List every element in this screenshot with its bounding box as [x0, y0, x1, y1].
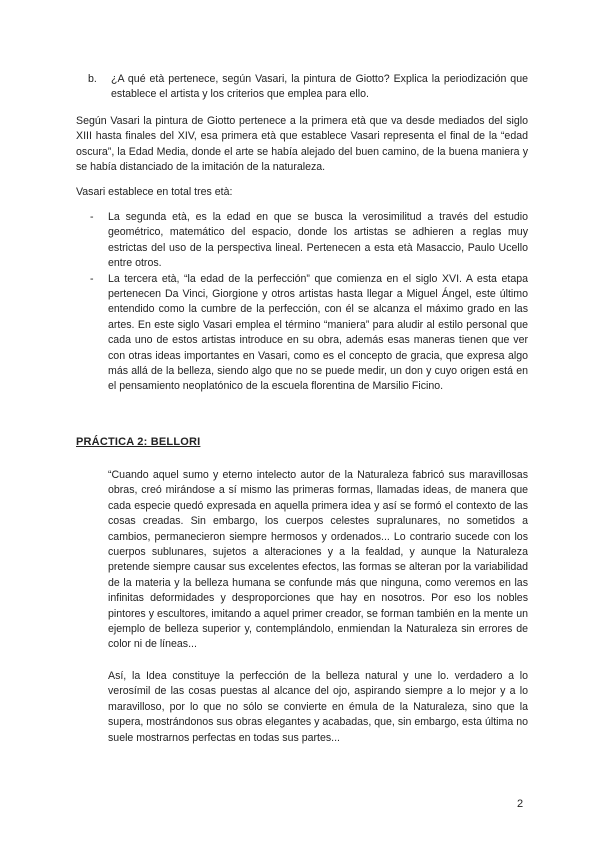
page-number: 2: [517, 798, 524, 810]
section-heading: PRÁCTICA 2: BELLORI: [76, 436, 201, 448]
periods-list: [88, 210, 528, 395]
list-item-text: La segunda età, es la edad en que se busca la verosimilitud a través del estudio geométrico, matemático del espacio, donde los artistas se adhieren a reglas muy estrictas del uso de la perspectiva lineal. Pertenecen a esta età Masaccio, Paulo Ucello entre otros.: [108, 211, 528, 270]
question-b: [88, 72, 528, 103]
list-item-text: La tercera età, “la edad de la perfección” que comienza en el siglo XVI. A esta etapa pertenecen Da Vinci, Giorgione y otros artistas hasta llegar a Miguel Ángel, este último entendido como la cumbre de la perfección, con él se alcanza el máximo grado en las artes. En este siglo Vasari emplea el término “maniera” para aludir al estilo personal que cada uno de estos artistas introduce en su obra, además esas maneras tienen que ver con otras ideas importantes en Vasari, como es el concepto de gracia, que expresa algo más allá de la belleza, siendo algo que no se puede medir, un don y cuyo origen está en el pensamiento neoplatónico de la escuela florentina de Marsilio Ficino.: [108, 272, 528, 393]
answer-paragraph: Según Vasari la pintura de Giotto pertenece a la primera età que va desde mediados del siglo XIII hasta finales del XIV, esa primera età que establece Vasari representa el final de la “edad oscura”, la Edad Media, donde el arte se había alejado del buen camino, de la buena maniera y se había distanciado de la imitación de la naturaleza.: [76, 115, 528, 174]
bullet-marker: -: [90, 272, 94, 285]
bellori-quote-1: “Cuando aquel sumo y eterno intelecto autor de la Naturaleza fabricó sus maravillosas obras, creó mirándose a sí mismo las primeras formas, llamadas ideas, de manera que cada especie quedó expresada en aquella primera idea y así se formó el contexto de las cosas creadas. Sin embargo, los cuerpos celestes supralunares, no sometidos a cambios, permanecieron siempre hermosos y ordenados... Lo contrario sucede con los cuerpos sublunares, sujetos a alteraciones y a la fealdad, y aunque la Naturaleza pretende siempre causar sus excelentes efectos, las formas se alteran por la variabilidad de la materia y la belleza humana se confunde más que ninguna, como veremos en las infinitas deformidades y desproporciones que hay en nosotros. Por eso los nobles pintores y escultores, imitando a aquel primer creador, se forman también en la mente un ejemplo de belleza superior y, contemplándolo, enmiendan la Naturaleza sin errores de color ni de líneas...: [108, 469, 528, 651]
bullet-marker: -: [90, 211, 94, 223]
list-item: [88, 210, 528, 272]
question-text: ¿A qué età pertenece, según Vasari, la pintura de Giotto? Explica la periodización que establece el artista y los criterios que emplea para ello.: [111, 73, 528, 101]
bellori-quote-2: Así, la Idea constituye la perfección de la belleza natural y une lo. verdadero a lo verosímil de las cosas puestas al alcance del ojo, aspirando siempre a lo mejor y a lo maravilloso, por lo que no sólo se convierte en émula de la Naturaleza, sino que la supera, mostrándonos sus obras elegantes y acabadas, que, sin embargo, esta última no suele mostrarnos perfectas en todas sus partes...: [108, 670, 528, 744]
question-letter: b.: [88, 73, 97, 85]
list-item: [88, 272, 528, 395]
periods-intro: Vasari establece en total tres età:: [76, 186, 233, 198]
